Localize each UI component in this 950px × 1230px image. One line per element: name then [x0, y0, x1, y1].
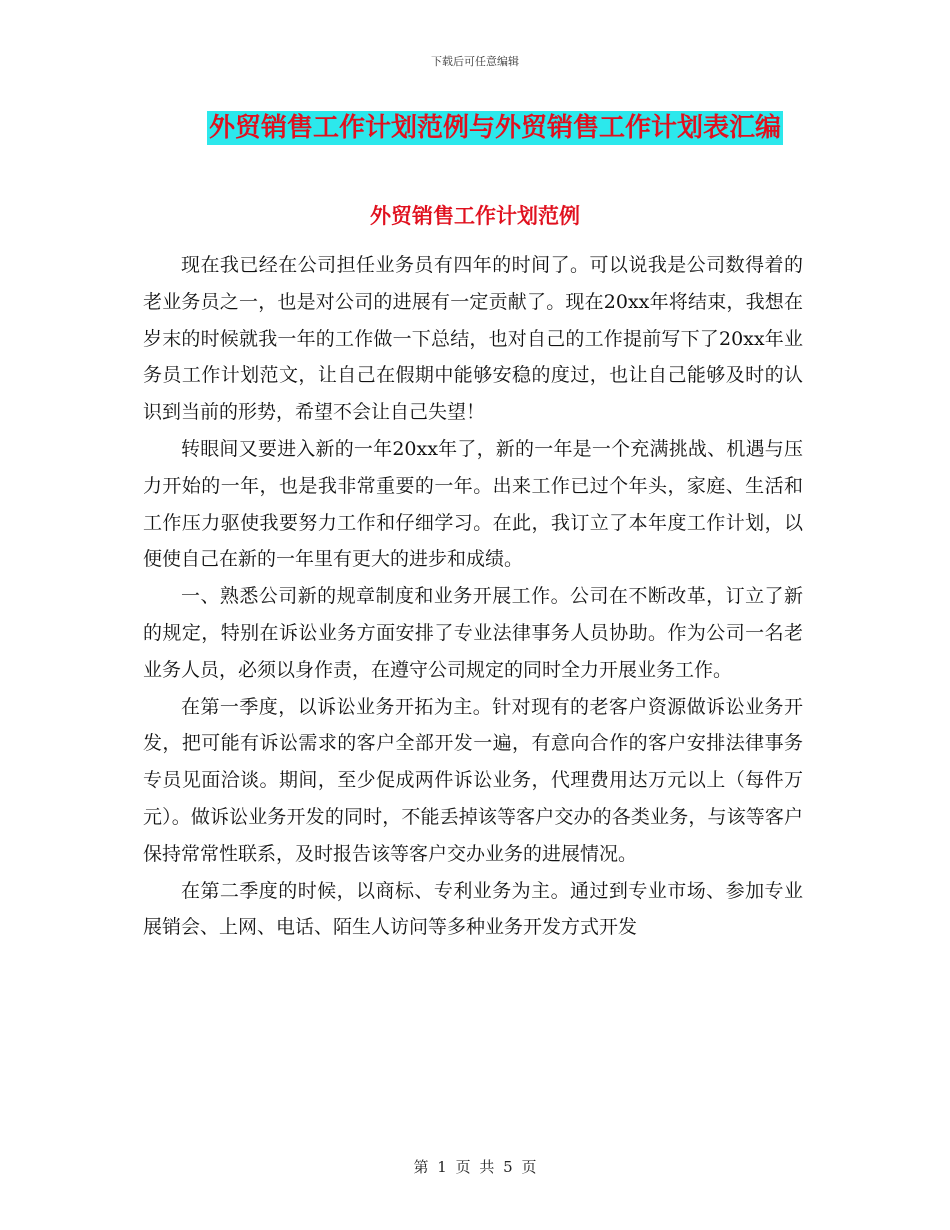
page-header-note: 下载后可任意编辑 [431, 55, 519, 68]
paragraph: 一、熟悉公司新的规章制度和业务开展工作。公司在不断改革，订立了新的规定，特别在诉讼业务方面安排了专业法律事务人员协助。作为公司一名老业务人员，必须以身作责，在遵守公司规定的同时全力开展业务工作。 [143, 585, 803, 681]
page-number: 第 1 页 共 5 页 [413, 1158, 537, 1176]
section-title: 外贸销售工作计划范例 [370, 204, 580, 228]
document-title: 外贸销售工作计划范例与外贸销售工作计划表汇编 [209, 113, 782, 143]
paragraph: 转眼间又要进入新的一年20xx年了，新的一年是一个充满挑战、机遇与压力开始的一年，也是我非常重要的一年。出来工作已过个年头，家庭、生活和工作压力驱使我要努力工作和仔细学习。在此，我订立了本年度工作计划，以便使自己在新的一年里有更大的进步和成绩。 [143, 437, 803, 571]
paragraph: 在第二季度的时候，以商标、专利业务为主。通过到专业市场、参加专业展销会、上网、电话、陌生人访问等多种业务开发方式开发 [143, 879, 803, 939]
document-body [143, 247, 803, 946]
paragraph: 在第一季度，以诉讼业务开拓为主。针对现有的老客户资源做诉讼业务开发，把可能有诉讼需求的客户全部开发一遍，有意向合作的客户安排法律事务专员见面洽谈。期间，至少促成两件诉讼业务，代理费用达万元以上（每件万元）。做诉讼业务开发的同时，不能丢掉该等客户交办的各类业务，与该等客户保持常常性联系，及时报告该等客户交办业务的进展情况。 [143, 695, 803, 865]
paragraph: 现在我已经在公司担任业务员有四年的时间了。可以说我是公司数得着的老业务员之一，也是对公司的进展有一定贡献了。现在20xx年将结束，我想在岁末的时候就我一年的工作做一下总结，也对自己的工作提前写下了20xx年业务员工作计划范文，让自己在假期中能够安稳的度过，也让自己能够及时的认识到当前的形势，希望不会让自己失望！ [143, 254, 803, 424]
